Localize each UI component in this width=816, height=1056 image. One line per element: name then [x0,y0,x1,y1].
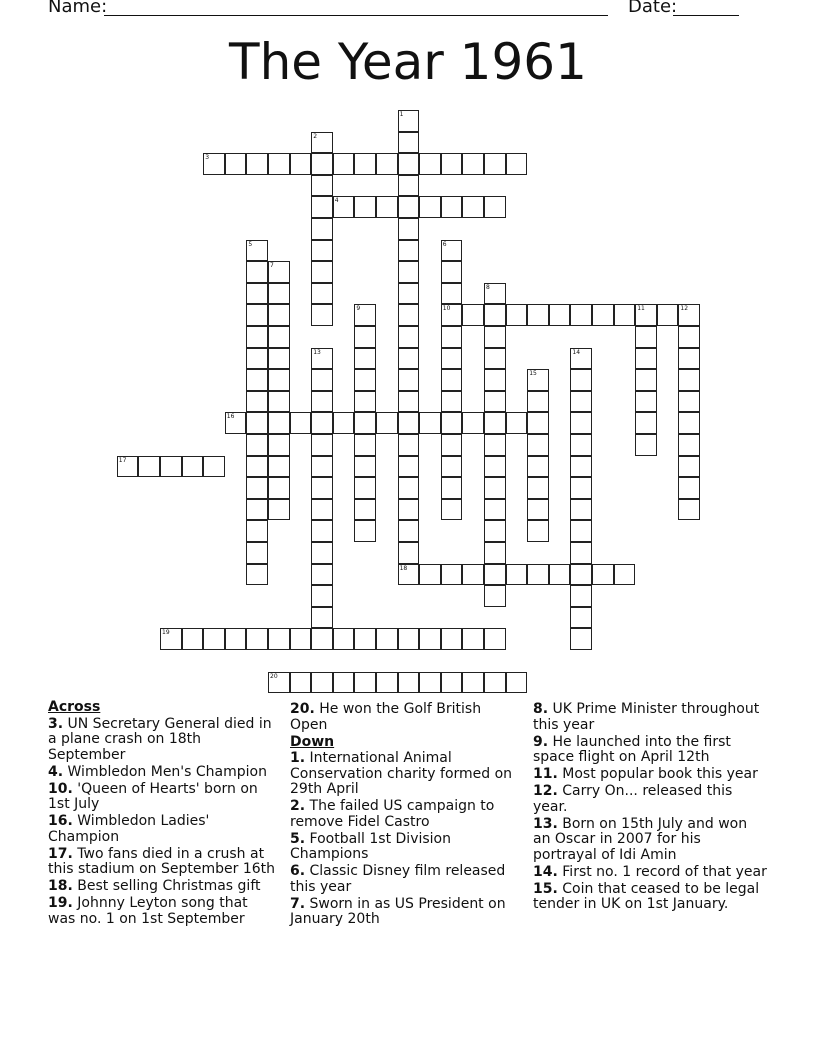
grid-cell[interactable] [311,672,333,694]
clue-across-19: 19. Johnny Leyton song that was no. 1 on 1st September [48,895,248,927]
clue-across-3: 3. UN Secretary General died in a plane crash on 18th September [48,715,272,763]
grid-cell[interactable] [527,477,549,499]
grid-cell[interactable] [462,196,484,218]
grid-cell[interactable] [506,564,528,586]
clue-across-18: 18. Best selling Christmas gift [48,878,261,894]
grid-cell[interactable] [441,326,463,348]
grid-cell[interactable] [570,369,592,391]
grid-cell[interactable] [398,434,420,456]
grid-cell[interactable] [398,628,420,650]
grid-cell[interactable] [570,304,592,326]
grid-cell[interactable] [246,283,268,305]
clues-column-3 [533,702,768,914]
grid-cell[interactable] [333,412,355,434]
grid-cell[interactable] [462,412,484,434]
grid-cell[interactable] [635,391,657,413]
grid-cell[interactable] [333,628,355,650]
grid-cell[interactable] [398,261,420,283]
clue-down-6: 6. Classic Disney film released this year [290,863,506,895]
grid-cell[interactable] [441,283,463,305]
grid-cell[interactable] [527,434,549,456]
grid-cell[interactable] [333,153,355,175]
grid-cell[interactable] [225,153,247,175]
grid-cell[interactable] [246,391,268,413]
grid-cell[interactable] [441,391,463,413]
grid-cell[interactable] [484,456,506,478]
grid-cell[interactable] [398,196,420,218]
grid-cell[interactable] [570,391,592,413]
grid-cell[interactable] [311,434,333,456]
grid-cell[interactable] [398,283,420,305]
grid-cell[interactable] [635,369,657,391]
grid-cell[interactable] [268,348,290,370]
grid-cell[interactable] [182,628,204,650]
grid-cell[interactable] [419,196,441,218]
grid-cell[interactable] [333,672,355,694]
grid-cell[interactable] [419,672,441,694]
grid-cell[interactable] [678,456,700,478]
grid-cell[interactable] [462,672,484,694]
grid-cell[interactable] [635,412,657,434]
grid-cell[interactable] [484,585,506,607]
grid-cell[interactable] [246,326,268,348]
cell-number: 5 [248,240,253,248]
grid-cell[interactable] [246,499,268,521]
grid-cell[interactable] [570,520,592,542]
grid-cell[interactable] [203,628,225,650]
grid-cell[interactable] [354,477,376,499]
grid-cell[interactable] [570,412,592,434]
grid-cell[interactable] [419,412,441,434]
grid-cell[interactable] [484,369,506,391]
grid-cell[interactable] [419,628,441,650]
grid-cell[interactable] [268,153,290,175]
grid-cell[interactable] [527,304,549,326]
grid-cell[interactable] [441,153,463,175]
grid-cell[interactable] [311,261,333,283]
grid-cell[interactable] [570,456,592,478]
grid-cell[interactable] [311,304,333,326]
cell-number: 8 [486,283,490,291]
grid-cell[interactable] [246,628,268,650]
across-heading: Across [48,699,101,715]
grid-cell[interactable] [441,434,463,456]
grid-cell[interactable] [246,304,268,326]
grid-cell[interactable] [398,218,420,240]
date-label: Date: [628,0,678,17]
grid-cell[interactable] [225,628,247,650]
grid-cell[interactable] [268,283,290,305]
grid-cell[interactable] [462,628,484,650]
grid-cell[interactable] [678,412,700,434]
grid-cell[interactable] [354,369,376,391]
grid-cell[interactable] [570,628,592,650]
cell-number: 15 [529,370,537,378]
grid-cell[interactable] [311,175,333,197]
cell-number: 11 [637,305,645,313]
grid-cell[interactable] [484,153,506,175]
clues-section [0,700,816,1000]
grid-cell[interactable] [570,585,592,607]
grid-cell[interactable] [484,520,506,542]
grid-cell[interactable] [246,369,268,391]
clue-across-16: 16. Wimbledon Ladies' Champion [48,813,210,845]
grid-cell[interactable] [398,304,420,326]
grid-cell[interactable] [419,153,441,175]
grid-cell[interactable] [527,456,549,478]
grid-cell[interactable] [441,261,463,283]
grid-cell[interactable] [311,153,333,175]
grid-cell[interactable] [484,326,506,348]
grid-cell[interactable] [398,391,420,413]
grid-cell[interactable] [484,499,506,521]
grid-cell[interactable] [376,628,398,650]
grid-cell[interactable] [614,304,636,326]
clue-down-11: 11. Most popular book this year [533,766,758,782]
grid-cell[interactable] [678,369,700,391]
grid-cell[interactable] [506,153,528,175]
page-title: The Year 1961 [229,33,587,91]
grid-cell[interactable] [311,218,333,240]
grid-cell[interactable] [160,456,182,478]
grid-cell[interactable] [441,477,463,499]
grid-cell[interactable] [678,326,700,348]
grid-cell[interactable] [290,153,312,175]
cell-number: 12 [680,305,689,313]
grid-cell[interactable] [354,412,376,434]
grid-cell[interactable] [484,391,506,413]
grid-cell[interactable] [484,434,506,456]
grid-cell[interactable] [268,304,290,326]
grid-cell[interactable] [484,477,506,499]
grid-cell[interactable] [484,542,506,564]
clues-column-2 [290,702,520,929]
grid-cell[interactable] [311,585,333,607]
grid-cell[interactable] [268,477,290,499]
grid-cell[interactable] [246,456,268,478]
grid-cell[interactable] [398,348,420,370]
grid-cell[interactable] [570,542,592,564]
grid-cell[interactable] [527,412,549,434]
grid-cell[interactable] [246,153,268,175]
clue-across-17: 17. Two fans died in a crush at this stadium on September 16th [48,845,275,877]
grid-cell[interactable] [290,628,312,650]
grid-cell[interactable] [203,456,225,478]
grid-cell[interactable] [678,499,700,521]
grid-cell[interactable] [441,456,463,478]
grid-cell[interactable] [376,196,398,218]
grid-cell[interactable] [419,564,441,586]
cell-number: 13 [313,348,321,356]
grid-cell[interactable] [246,412,268,434]
grid-cell[interactable] [311,499,333,521]
clue-down-13: 13. Born on 15th July and won an Oscar in 2007 for his portrayal of Idi Amin [533,815,748,863]
grid-cell[interactable] [441,672,463,694]
grid-cell[interactable] [678,434,700,456]
grid-cell[interactable] [635,326,657,348]
grid-cell[interactable] [311,196,333,218]
grid-cell[interactable] [398,326,420,348]
grid-cell[interactable] [354,196,376,218]
grid-cell[interactable] [441,348,463,370]
grid-cell[interactable] [268,456,290,478]
grid-cell[interactable] [268,391,290,413]
grid-cell[interactable] [311,456,333,478]
grid-cell[interactable] [398,175,420,197]
cell-number: 16 [226,413,235,421]
cell-number: 18 [399,564,408,572]
grid-cell[interactable] [527,520,549,542]
grid-cell[interactable] [398,520,420,542]
grid-cell[interactable] [592,304,614,326]
down-heading: Down [290,733,335,750]
grid-cell[interactable] [246,520,268,542]
grid-cell[interactable] [635,434,657,456]
clue-down-8: 8. UK Prime Minister throughout this year [533,701,760,733]
grid-cell[interactable] [311,369,333,391]
grid-cell[interactable] [678,348,700,370]
grid-cell[interactable] [246,261,268,283]
grid-cell[interactable] [527,564,549,586]
grid-cell[interactable] [268,628,290,650]
grid-cell[interactable] [376,153,398,175]
grid-cell[interactable] [311,628,333,650]
grid-cell[interactable] [354,391,376,413]
grid-cell[interactable] [354,456,376,478]
grid-cell[interactable] [398,132,420,154]
clue-down-5: 5. Football 1st Division Champions [290,830,451,862]
grid-cell[interactable] [441,499,463,521]
grid-cell[interactable] [398,369,420,391]
grid-cell[interactable] [268,499,290,521]
grid-cell[interactable] [376,672,398,694]
grid-cell[interactable] [484,564,506,586]
cell-number: 7 [270,262,274,270]
grid-cell[interactable] [311,412,333,434]
grid-cell[interactable] [376,412,398,434]
grid-cell[interactable] [246,348,268,370]
grid-cell[interactable] [592,564,614,586]
grid-cell[interactable] [484,412,506,434]
grid-cell[interactable] [311,520,333,542]
grid-cell[interactable] [657,304,679,326]
cell-number: 6 [442,240,447,248]
grid-cell[interactable] [354,520,376,542]
clue-down-2: 2. The failed US campaign to remove Fidel Castro [290,798,495,830]
grid-cell[interactable] [549,564,571,586]
grid-cell[interactable] [484,348,506,370]
grid-cell[interactable] [268,412,290,434]
grid-cell[interactable] [527,499,549,521]
grid-cell[interactable] [138,456,160,478]
grid-cell[interactable] [484,628,506,650]
grid-cell[interactable] [311,542,333,564]
grid-cell[interactable] [441,196,463,218]
cell-number: 17 [118,456,127,464]
grid-cell[interactable] [268,434,290,456]
grid-cell[interactable] [441,412,463,434]
grid-cell[interactable] [614,564,636,586]
cell-number: 1 [399,111,404,118]
grid-cell[interactable] [354,672,376,694]
grid-cell[interactable] [246,477,268,499]
grid-cell[interactable] [398,412,420,434]
grid-cell[interactable] [311,240,333,262]
grid-cell[interactable] [441,369,463,391]
grid-cell[interactable] [354,153,376,175]
grid-cell[interactable] [484,672,506,694]
grid-cell[interactable] [398,499,420,521]
clue-across-20: 20. He won the Golf British Open [290,701,482,733]
grid-cell[interactable] [398,477,420,499]
grid-cell[interactable] [311,391,333,413]
grid-cell[interactable] [398,153,420,175]
grid-cell[interactable] [506,304,528,326]
grid-cell[interactable] [311,477,333,499]
grid-cell[interactable] [441,564,463,586]
grid-cell[interactable] [527,391,549,413]
clue-down-14: 14. First no. 1 record of that year [533,863,767,880]
grid-cell[interactable] [570,477,592,499]
grid-cell[interactable] [290,672,312,694]
clue-across-10: 10. 'Queen of Hearts' born on 1st July [48,780,258,812]
grid-cell[interactable] [441,628,463,650]
cell-number: 2 [313,132,318,140]
grid-cell[interactable] [462,564,484,586]
grid-cell[interactable] [268,369,290,391]
grid-cell[interactable] [678,477,700,499]
grid-cell[interactable] [398,542,420,564]
grid-cell[interactable] [290,412,312,434]
clue-down-12: 12. Carry On... released this year. [533,783,733,815]
clue-down-7: 7. Sworn in as US President on January 20th [290,895,506,927]
name-label: Name: [48,0,108,17]
cell-number: 14 [572,348,581,356]
grid-cell[interactable] [506,412,528,434]
grid-cell[interactable] [354,326,376,348]
clue-down-9: 9. He launched into the first space flight on April 12th [533,733,731,765]
grid-cell[interactable] [506,672,528,694]
grid-cell[interactable] [311,564,333,586]
grid-cell[interactable] [462,304,484,326]
grid-cell[interactable] [246,434,268,456]
grid-cell[interactable] [398,456,420,478]
grid-cell[interactable] [549,304,571,326]
grid-cell[interactable] [398,240,420,262]
clue-across-4: 4. Wimbledon Men's Champion [48,763,267,780]
grid-cell[interactable] [570,607,592,629]
cell-number: 4 [334,197,339,205]
grid-cell[interactable] [484,196,506,218]
grid-cell[interactable] [182,456,204,478]
cell-number: 19 [162,629,170,637]
grid-cell[interactable] [311,607,333,629]
grid-cell[interactable] [311,283,333,305]
grid-cell[interactable] [246,564,268,586]
grid-cell[interactable] [354,348,376,370]
cell-number: 20 [270,672,278,680]
clue-down-15: 15. Coin that ceased to be legal tender in UK on 1st January. [533,880,760,912]
cell-number: 10 [442,305,451,313]
grid-cell[interactable] [354,434,376,456]
grid-cell[interactable] [268,326,290,348]
grid-cell[interactable] [246,542,268,564]
clues-column-1 [48,700,278,929]
grid-cell[interactable] [570,564,592,586]
cell-number: 3 [205,154,210,162]
grid-cell[interactable] [354,499,376,521]
clue-down-1: 1. International Animal Conservation charity formed on 29th April [290,750,513,797]
grid-cell[interactable] [570,499,592,521]
grid-cell[interactable] [398,672,420,694]
grid-cell[interactable] [635,348,657,370]
grid-cell[interactable] [354,628,376,650]
grid-cell[interactable] [484,304,506,326]
cell-number: 9 [356,305,361,313]
grid-cell[interactable] [678,391,700,413]
grid-cell[interactable] [462,153,484,175]
grid-cell[interactable] [570,434,592,456]
